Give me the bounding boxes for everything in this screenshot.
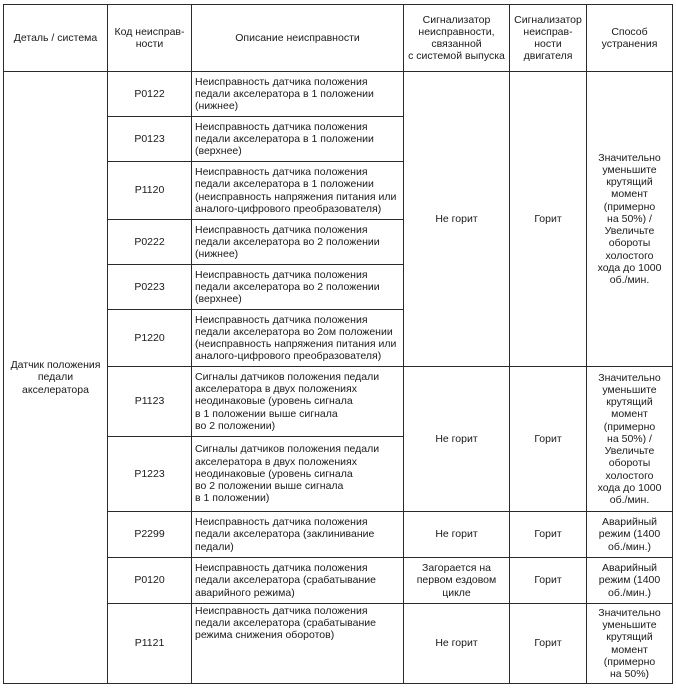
- remedy-cell: Аварийный режим (1400 об./мин.): [587, 512, 673, 558]
- remedy-cell: Значительно уменьшите крутящий момент (примерно на 50%): [587, 604, 673, 684]
- fault-codes-table: [3, 4, 673, 684]
- engine-indicator-cell: Горит: [510, 558, 587, 604]
- code-cell: P0123: [108, 117, 192, 162]
- engine-indicator-cell: Горит: [510, 72, 587, 367]
- description-cell: Сигналы датчиков положения педали акселератора в двух положениях неодинаковые (уровень сигнала в 1 положении выше сигнала во 2 положении): [192, 367, 404, 437]
- code-cell: P0120: [108, 558, 192, 604]
- exhaust-indicator-cell: Загорается на первом ездовом цикле: [404, 558, 510, 604]
- code-cell: P1223: [108, 437, 192, 512]
- code-cell: P2299: [108, 512, 192, 558]
- description-cell: Неисправность датчика положения педали акселератора во 2 положении (нижнее): [192, 220, 404, 265]
- description-cell: Неисправность датчика положения педали акселератора в 1 положении (неисправность напряжения питания или аналого-цифрового преобразователя): [192, 162, 404, 220]
- code-cell: P1220: [108, 310, 192, 367]
- engine-indicator-cell: Горит: [510, 604, 587, 684]
- code-cell: P0223: [108, 265, 192, 310]
- exhaust-indicator-cell: Не горит: [404, 604, 510, 684]
- description-cell: Неисправность датчика положения педали акселератора в 1 положении (верхнее): [192, 117, 404, 162]
- engine-indicator-cell: Горит: [510, 512, 587, 558]
- header-engine-indicator: Сигнализатор неисправ- ности двигателя: [510, 5, 587, 72]
- exhaust-indicator-cell: Не горит: [404, 512, 510, 558]
- code-cell: P1121: [108, 604, 192, 684]
- header-code: Код неисправ- ности: [108, 5, 192, 72]
- remedy-cell: Аварийный режим (1400 об./мин.): [587, 558, 673, 604]
- engine-indicator-cell: Горит: [510, 367, 587, 512]
- header-exhaust-indicator: Сигнализатор неисправности, связанной с системой выпуска: [404, 5, 510, 72]
- header-part: Деталь / система: [4, 5, 108, 72]
- header-row: [4, 5, 673, 72]
- table-row: [4, 72, 673, 117]
- remedy-cell: Значительно уменьшите крутящий момент (примерно на 50%) / Увеличьте обороты холостого хода до 1000 об./мин.: [587, 367, 673, 512]
- description-cell: Неисправность датчика положения педали акселератора (срабатывание режима снижения оборотов): [192, 604, 404, 684]
- header-remedy: Способ устранения: [587, 5, 673, 72]
- part-name-cell: Датчик положения педали акселератора: [4, 72, 108, 684]
- exhaust-indicator-cell: Не горит: [404, 367, 510, 512]
- description-cell: Неисправность датчика положения педали акселератора во 2 положении (верхнее): [192, 265, 404, 310]
- code-cell: P0122: [108, 72, 192, 117]
- code-cell: P0222: [108, 220, 192, 265]
- exhaust-indicator-cell: Не горит: [404, 72, 510, 367]
- description-cell: Неисправность датчика положения педали акселератора в 1 положении (нижнее): [192, 72, 404, 117]
- description-cell: Неисправность датчика положения педали акселератора во 2ом положении (неисправность напряжения питания или аналого-цифрового преобразователя): [192, 310, 404, 367]
- header-description: Описание неисправности: [192, 5, 404, 72]
- description-cell: Неисправность датчика положения педали акселератора (заклинивание педали): [192, 512, 404, 558]
- description-cell: Неисправность датчика положения педали акселератора (срабатывание аварийного режима): [192, 558, 404, 604]
- code-cell: P1120: [108, 162, 192, 220]
- remedy-cell: Значительно уменьшите крутящий момент (примерно на 50%) / Увеличьте обороты холостого хода до 1000 об./мин.: [587, 72, 673, 367]
- code-cell: P1123: [108, 367, 192, 437]
- description-cell: Сигналы датчиков положения педали акселератора в двух положениях неодинаковые (уровень сигнала во 2 положении выше сигнала в 1 положении): [192, 437, 404, 512]
